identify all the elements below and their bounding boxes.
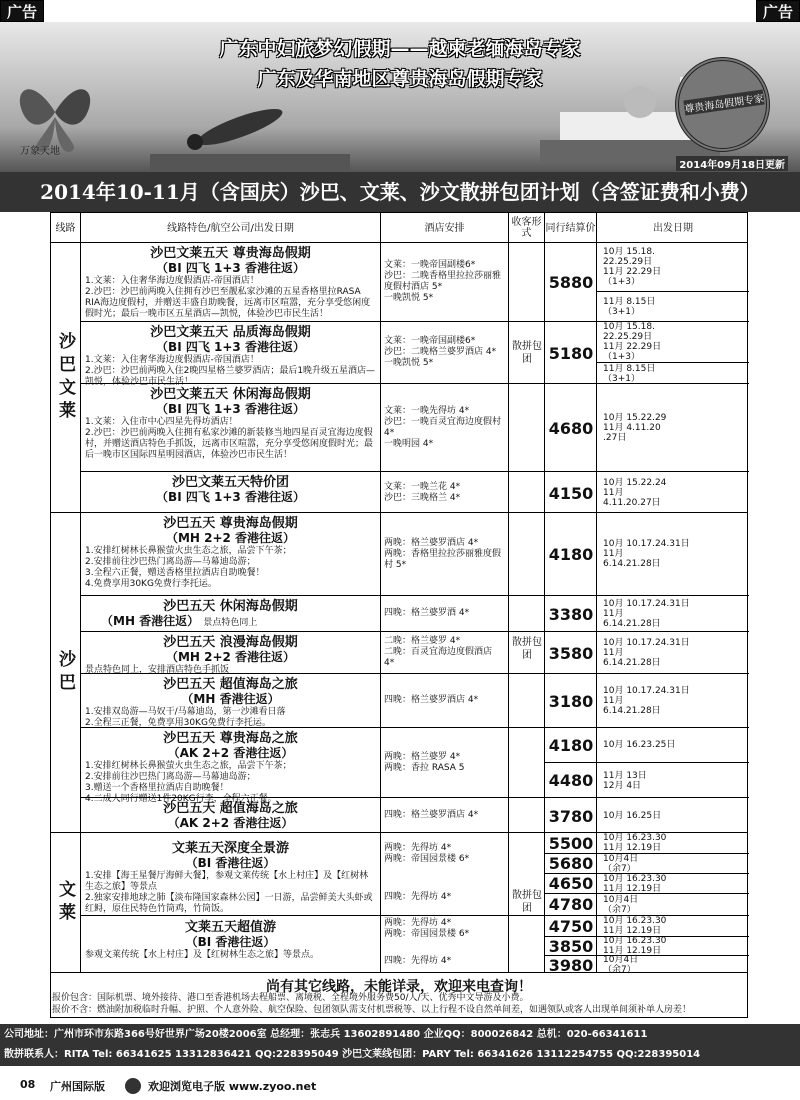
route-sub: （BI 香港往返）: [185, 856, 276, 870]
route-desc: 1.安排红树林长鼻猴萤火虫生态之旅，品尝下午茶； 2.安排前往沙巴热门离岛游—马幕迪岛游； 3.赠送一个香格里拉酒店自助晚餐！ 4.二成人同行赠送1件20KG行李，全程六正餐。: [85, 761, 292, 804]
date: 10月 16.25日: [603, 811, 662, 821]
expert-stamp: [675, 57, 770, 152]
table-row: [81, 727, 749, 804]
region-label: 沙巴文莱: [51, 243, 81, 512]
price: 4780: [545, 893, 597, 915]
date: 10月 10.17.24.31日 11月 6.14.21.28日: [603, 599, 690, 629]
date: 10月 15.22.24 11月 4.11.20.27日: [603, 478, 667, 508]
header-route: 线路特色/航空公司/出发日期: [81, 213, 381, 243]
table-row: [81, 471, 749, 513]
section-sabah: [51, 513, 747, 833]
route-desc: 1.文莱：入住奢华海边度假酒店-帝国酒店！ 2.沙巴：沙巴前两晚入住拥有沙巴至靓私家沙滩的五星香格里拉RASA RIA海边度假村，并赠送丰盛自助晚餐，远离市区喧嚣，充分享受悠闲度假时光；最后一晚市区五星酒店—凯悦，体验沙巴市民生活！: [85, 276, 371, 319]
route-sub: （MH 香港往返）: [101, 614, 200, 628]
date: 10月4日 （余7）: [597, 893, 749, 915]
hotel-cell: 两晚：格兰婆罗 4* 两晚：香拉 RASA 5: [381, 728, 509, 797]
hotel-cell: 两晚：先得坊 4* 两晚：帝国园景楼 6*: [381, 916, 509, 973]
tour-table: [50, 212, 748, 1018]
hotel-cell: 文莱：一晚兰花 4* 沙巴：三晚格兰 4*: [381, 472, 509, 513]
main-title: 2014年10-11月（含国庆）沙巴、文莱、沙文散拼包团计划（含签证费和小费）: [0, 172, 800, 212]
date: 10月 16.23.30 11月 12.19日: [603, 833, 667, 853]
route-desc: 1.文莱：入住市中心四星先得坊酒店！ 2.沙巴：沙巴前两晚入住拥有私家沙滩的新装修当地四星百灵宜海边度假村，并赠送酒店特色手抓饭，远离市区喧嚣，充分享受悠闲度假时光；最后一晚市区国际四星明园酒店，体验沙巴市民生活！: [85, 417, 374, 460]
stamp-text: 尊贵海岛假期专家: [683, 90, 764, 116]
notes-title: 尚有其它线路，未能详录，欢迎来电查询！: [266, 979, 532, 995]
table-row: [81, 673, 749, 727]
price: 4650: [545, 873, 597, 893]
date: 10月 15.18. 22.25.29日 11月 22.29日 （1+3）: [603, 247, 662, 287]
price: 4150: [548, 483, 594, 503]
route-desc: 1.文莱：入住奢华海边度假酒店-帝国酒店！ 2.沙巴：沙巴前两晚入住2晚四星格兰婆罗酒店；最后1晚升级五星酒店—凯悦，体验沙巴市民生活！: [85, 355, 376, 387]
date: 10月4日 （余7）: [597, 955, 749, 974]
price: 3980: [545, 955, 597, 974]
price: 4180: [548, 544, 594, 564]
header-region: 线路: [51, 213, 81, 243]
notes-exclude: 报价不含：燃油附加税临时升幅、护照、个人意外险、航空保险、包团领队需支付机票税等、以上行程不设自然单间差，如遇领队或客人出现单间须补单人房差！: [52, 1005, 692, 1015]
date: 10月4日 （余7）: [597, 853, 749, 873]
route-sub: （AK 2+2 香港往返）: [167, 816, 294, 830]
update-date: 2014年09月18日更新: [676, 156, 788, 171]
route-desc: 景点特色同上，安排酒店特色手抓饭: [85, 665, 230, 675]
price: 3580: [548, 643, 594, 663]
banner: [0, 22, 800, 172]
table-row: [81, 797, 749, 833]
route-sub: （MH 2+2 香港往返）: [165, 650, 296, 664]
route-sub: （BI 四飞 1+3 香港往返）: [156, 402, 305, 416]
route-sub: （AK 2+2 香港往返）: [167, 746, 294, 760]
route-sub: （BI 四飞 1+3 香港往返）: [156, 261, 305, 275]
price: 4180: [548, 735, 594, 755]
route-desc: 1.安排【海王星餐厅海鲜大餐】，参观文莱传统【水上村庄】及【红树林生态之旅】等景点 2.独家安排地球之肺【淡布隆国家森林公园】一日游，品尝鲜美大头虾或红鲟，原住民特色竹筒鸡，竹筒饭。: [85, 871, 373, 914]
page-number: 08: [20, 1078, 36, 1091]
section-sabah-brunei: [51, 243, 747, 513]
route-title: 沙巴文莱五天 休闲海岛假期: [150, 387, 311, 402]
route-desc: 1.安排双岛游—马奴干/马幕迪岛，第一沙滩看日落 2.全程三正餐，免费享用30KG免费行李托运。: [85, 707, 286, 728]
site-link[interactable]: 欢迎浏览电子版 www.zyoo.net: [148, 1080, 317, 1093]
date: 10月 10.17.24.31日 11月 6.14.21.28日: [603, 686, 690, 716]
route-title: 沙巴五天 尊贵海岛假期: [163, 516, 298, 531]
header-date: 出发日期: [653, 222, 693, 234]
hotel-cell: 二晚：格兰婆罗 4* 二晚：百灵宜海边度假酒店 4*: [381, 632, 509, 673]
route-sub: （BI 四飞 1+3 香港往返）: [156, 490, 305, 504]
price: 5880: [548, 272, 594, 292]
route-title: 沙巴五天 休闲海岛假期: [163, 599, 298, 614]
banner-line2: 广东及华南地区尊贵海岛假期专家: [257, 68, 543, 90]
route-desc: 参观文莱传统【水上村庄】及【红树林生态之旅】等景点。: [85, 950, 320, 960]
hotel-cell: 两晚：格兰婆罗酒店 4* 两晚：香格里拉拉莎丽雅度假村 5*: [381, 513, 509, 595]
date: 11月 13日 12月 4日: [597, 762, 749, 798]
route-title: 沙巴五天 超值海岛之旅: [163, 677, 298, 692]
footer: [0, 1024, 800, 1066]
ad-tag-left: 广告: [0, 0, 44, 22]
price: 4480: [545, 762, 597, 798]
table-row: [81, 321, 749, 387]
footer-line1: 公司地址：广州市环市东路366号好世界广场20楼2006室 总经理：张志兵 13602891480 企业QQ：800026842 总机：020-66341611: [4, 1029, 648, 1040]
table-row: [81, 833, 749, 915]
date: 10月 10.17.24.31日 11月 6.14.21.28日: [603, 638, 690, 668]
date: 10月 16.23.25日: [603, 740, 676, 750]
page-footer: [0, 1078, 800, 1098]
price: 4680: [548, 418, 594, 438]
route-title: 文莱五天超值游: [184, 920, 276, 935]
hotel-cell: 四晚：先得坊 4*: [384, 892, 452, 902]
hotel-cell: 四晚：格兰婆罗酒店 4*: [381, 798, 509, 833]
route-sub: （BI 香港往返）: [185, 935, 276, 949]
mode-text: 散拼包团: [512, 341, 542, 365]
price: 3380: [548, 604, 594, 624]
price: 5180: [548, 343, 594, 363]
route-title: 沙巴文莱五天 尊贵海岛假期: [150, 246, 311, 261]
price: 3780: [548, 806, 594, 826]
mode-text: 散拼包团: [512, 637, 542, 661]
header-hotel: 酒店安排: [381, 213, 509, 243]
date: 10月 15.18. 22.25.29日 11月 22.29日 （1+3）: [603, 322, 662, 362]
date: 10月 10.17.24.31日 11月 6.14.21.28日: [603, 539, 690, 569]
table-row: [81, 243, 749, 321]
mode-text: 散拼包团: [512, 890, 542, 914]
route-sub: （MH 香港往返）: [181, 692, 280, 706]
price: 3850: [545, 936, 597, 955]
date: 11月 8.15日 （3+1）: [597, 362, 749, 384]
route-sub: （BI 四飞 1+3 香港往返）: [156, 340, 305, 354]
logo-text: 万象天地: [20, 146, 60, 157]
price: 4750: [548, 916, 594, 936]
diver-image: [150, 92, 350, 172]
price: 5680: [545, 853, 597, 873]
route-desc: 1.安排红树林长鼻猴萤火虫生态之旅，品尝下午茶； 2.安排前往沙巴热门离岛游—马幕迪岛游； 3.全程六正餐，赠送香格里拉酒店自助晚餐！ 4.免费享用30KG免费行李托运。: [85, 546, 292, 589]
header-mode: 收客形式: [509, 213, 545, 243]
ad-tag-right: 广告: [756, 0, 800, 22]
table-header: [51, 213, 747, 243]
hotel-cell: 两晚：先得坊 4* 两晚：帝国园景楼 6*: [381, 833, 509, 915]
hotel-cell: 文莱：一晚先得坊 4* 沙巴：一晚百灵宜海边度假村 4* 一晚明园 4*: [381, 384, 509, 471]
date: 10月 15.22.29 11月 4.11.20 .27日: [603, 413, 667, 443]
footer-line2: 散拼联系人：RITA Tel: 66341625 13312836421 QQ:228395049 沙巴文莱线包团：PARY Tel: 66341626 13112254755 QQ:228395014: [4, 1049, 701, 1060]
price: 3180: [548, 691, 594, 711]
notes-include: 报价包含：国际机票、境外接待、港口至香港机场去程船票、离境税、全程境外服务费50/人/天、优秀中文导游及小费。: [52, 993, 529, 1003]
route-title: 沙巴五天 浪漫海岛假期: [163, 635, 298, 650]
table-row: [81, 513, 749, 595]
price: 5500: [548, 833, 594, 853]
table-row: [81, 631, 749, 673]
hotel-cell: 四晚：格兰婆罗酒店 4*: [381, 674, 509, 727]
hotel-cell: 文莱：一晚帝国副楼6* 沙巴：二晚香格里拉拉莎丽雅度假村酒店 5* 一晚凯悦 5*: [381, 243, 509, 321]
route-title: 沙巴文莱五天特价团: [171, 475, 289, 490]
route-title: 沙巴五天 尊贵海岛之旅: [163, 731, 298, 746]
table-row: [81, 595, 749, 631]
route-title: 沙巴文莱五天 品质海岛假期: [150, 325, 311, 340]
hotel-cell: 文莱：一晚帝国副楼6* 沙巴：二晚格兰婆罗酒店 4* 一晚凯悦 5*: [381, 322, 509, 383]
date: 10月 16.23.30 11月 12.19日: [597, 936, 749, 955]
route-title: 文莱五天深度全景游: [171, 841, 289, 856]
paper-logo-icon: [125, 1078, 141, 1094]
header-price: 同行结算价: [545, 213, 597, 243]
route-note: 景点特色同上: [203, 618, 258, 628]
table-row: [81, 383, 749, 471]
date: 10月 16.23.30 11月 12.19日: [597, 873, 749, 893]
hotel-cell: 四晚：格兰婆罗酒 4*: [381, 596, 509, 631]
paper-name: 广州国际版: [50, 1080, 105, 1093]
section-brunei: [51, 833, 747, 973]
route-sub: （MH 2+2 香港往返）: [165, 531, 296, 545]
region-label: 文莱: [51, 833, 81, 972]
date: 11月 8.15日 （3+1）: [597, 291, 749, 321]
route-title: 沙巴五天 超值海岛之旅: [163, 801, 298, 816]
region-label: 沙巴: [51, 513, 81, 832]
banner-line1: 广东中妇旅梦幻假期——越柬老缅海岛专家: [219, 38, 581, 60]
date: 10月 16.23.30 11月 12.19日: [603, 916, 667, 936]
hotel-cell: 四晚：先得坊 4*: [384, 956, 452, 966]
